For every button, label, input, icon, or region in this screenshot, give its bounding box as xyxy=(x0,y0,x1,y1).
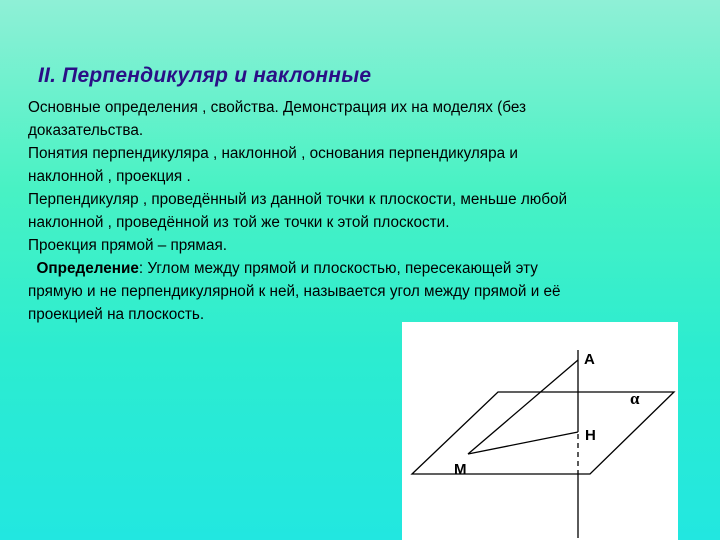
label-a: A xyxy=(584,351,595,368)
definition-line: проекцией на плоскость. xyxy=(28,306,205,323)
definition-line xyxy=(28,257,694,280)
inclined-ma xyxy=(468,360,578,454)
label-m: M xyxy=(454,461,467,478)
definition-line: прямую и не перпендикулярной к ней, называется угол между прямой и её xyxy=(28,283,561,300)
geometry-figure xyxy=(402,322,678,540)
text-line: Основные определения , свойства. Демонстрация их на моделях (без xyxy=(28,99,527,116)
geometry-diagram xyxy=(402,322,678,540)
text-line: наклонной , проведённой из той же точки к этой плоскости. xyxy=(28,214,450,231)
definition-text: : Углом между прямой и плоскостью, пересекающей эту xyxy=(138,260,538,277)
slide-body xyxy=(28,96,694,326)
text-line: Перпендикуляр , проведённый из данной точки к плоскости, меньше любой xyxy=(28,191,568,208)
slide-title: II. Перпендикуляр и наклонные xyxy=(38,64,372,87)
text-line: доказательства. xyxy=(28,122,144,139)
text-line: Понятия перпендикуляра , наклонной , основания перпендикуляра и xyxy=(28,145,518,162)
text-line: Проекция прямой – прямая. xyxy=(28,237,227,254)
label-h: H xyxy=(585,427,596,444)
projection-mh xyxy=(468,432,578,454)
text-line: наклонной , проекция . xyxy=(28,168,191,185)
definition-label: Определение xyxy=(36,260,139,277)
label-alpha: α xyxy=(630,389,640,408)
